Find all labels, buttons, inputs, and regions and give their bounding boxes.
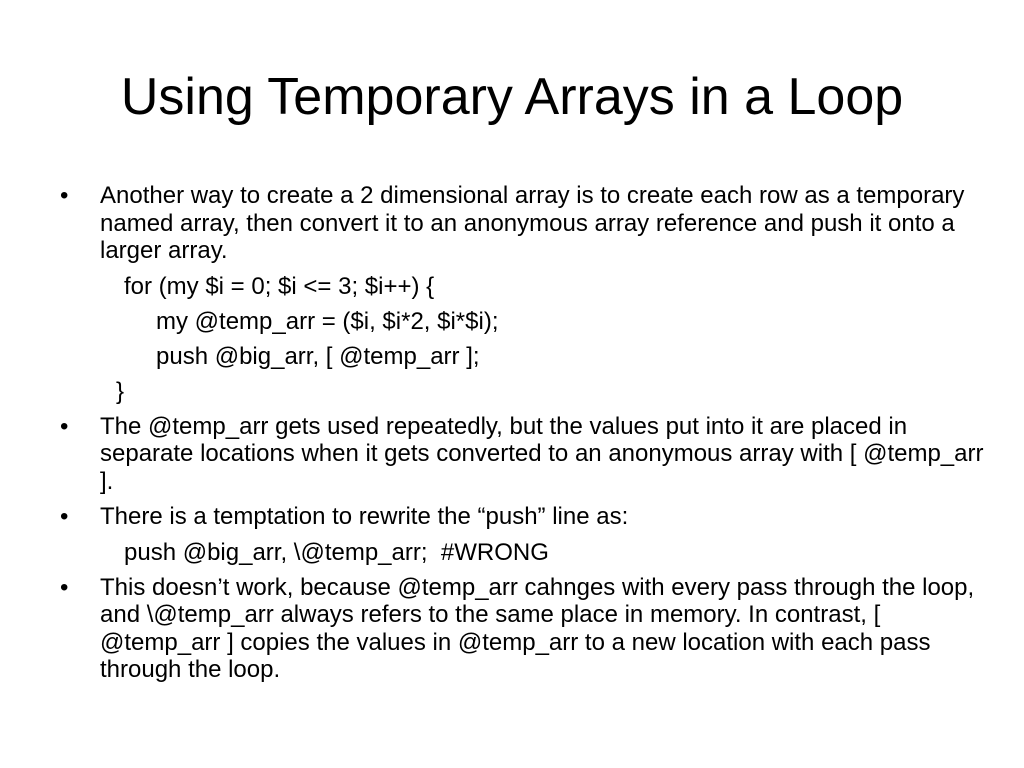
bullet-text: There is a temptation to rewrite the “push” line as: [100,503,629,530]
bullet-item [60,503,1000,531]
bullet-item [60,182,1000,265]
bullet-glyph: • [60,503,69,530]
code-line: push @big_arr, [ @temp_arr ]; [156,342,480,370]
bullet-glyph: • [60,412,69,440]
code-line: } [116,377,125,405]
bullet-glyph: • [60,182,69,209]
bullet-text: Another way to create a 2 dimensional array is to create each row as a temporary named array, then convert it to an anonymous array reference and push it onto a larger array. [100,182,965,264]
bullet-text: This doesn’t work, because @temp_arr cahnges with every pass through the loop, and \@temp_arr always refers to the same place in memory. In contrast, [ @temp_arr ] copies the values in @temp_arr to a new location with each pass through the loop. [100,573,975,683]
bullet-item [60,413,1000,496]
bullet-item [60,574,1000,684]
slide-title: Using Temporary Arrays in a Loop [120,68,904,126]
code-line: for (my $i = 0; $i <= 3; $i++) { [124,272,435,300]
code-line: push @big_arr, \@temp_arr; #WRONG [124,538,549,566]
bullet-text: The @temp_arr gets used repeatedly, but the values put into it are placed in separate locations when it gets converted to an anonymous array with [ @temp_arr ]. [100,412,984,495]
bullet-glyph: • [60,573,69,601]
code-line: my @temp_arr = ($i, $i*2, $i*$i); [156,307,499,335]
slide-body [60,182,1000,692]
